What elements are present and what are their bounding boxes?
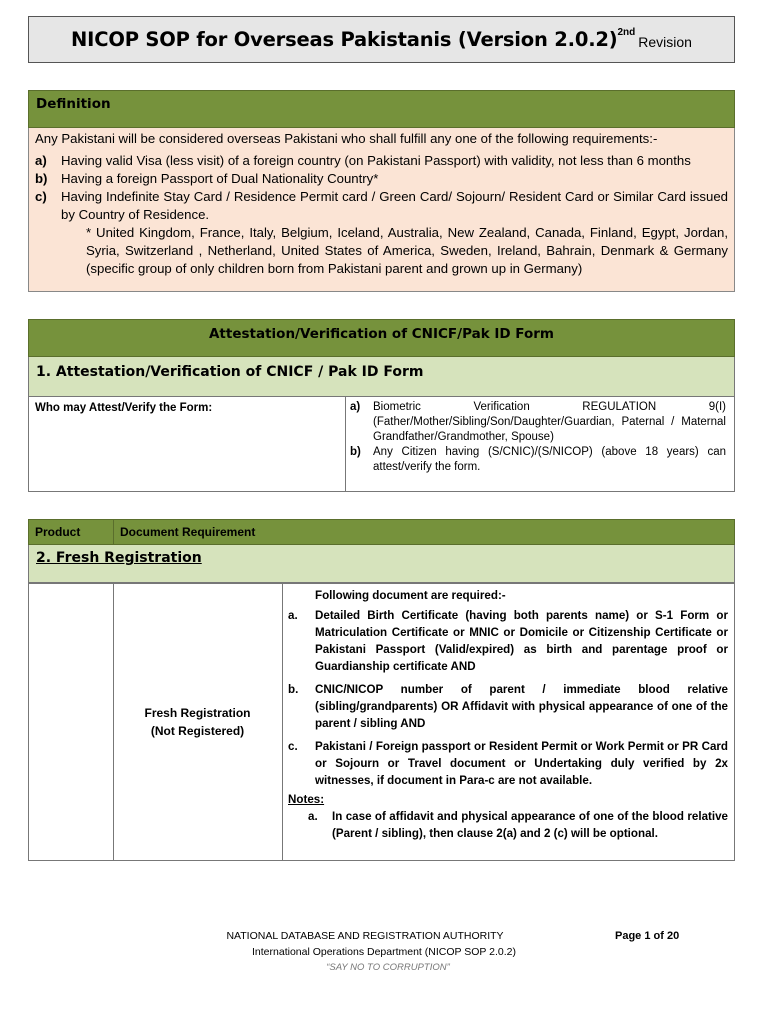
note-label: a. (308, 810, 318, 823)
item-text: Biometric Verification REGULATION 9(I) (Father/Mother/Sibling/Son/Daughter/Guardian, Paternal / Maternal Grandfather/Grandmother, Spouse) (373, 401, 726, 443)
item-label: c. (288, 740, 298, 753)
note-item (288, 808, 728, 842)
requirement-item (288, 607, 728, 675)
footer-department: International Operations Department (NICOP SOP 2.0.2) (252, 946, 516, 958)
attestation-item (350, 400, 726, 445)
definition-intro: Any Pakistani will be considered overseas Pakistani who shall fulfill any one of the following requirements:- (35, 131, 658, 146)
definition-item (35, 188, 728, 224)
document-title-box (28, 16, 735, 63)
item-label: b) (350, 446, 361, 458)
item-label: a. (288, 609, 298, 622)
requirement-cell (282, 582, 735, 861)
notes-label: Notes: (288, 793, 325, 806)
col-document-requirement: Document Requirement (120, 525, 256, 539)
table-cell-empty (28, 582, 114, 861)
definition-heading: Definition (28, 90, 735, 128)
required-intro: Following document are required:- (315, 589, 506, 602)
page-number: Page 1 of 20 (615, 930, 680, 942)
item-label: c) (35, 189, 47, 204)
product-cell (113, 582, 283, 861)
revision-ordinal: nd (623, 27, 636, 38)
country-list-note: * United Kingdom, France, Italy, Belgium, Iceland, Australia, New Zealand, Canada, Finland, Egypt, Jordan, Syria, Switzerland , Netherland, United States of America, Sweden, Ireland, Bahrain, Denmark & Germany (specific group of only children born from Pakistani parent and grown up in Germany) (86, 225, 728, 276)
column-divider (113, 520, 114, 545)
definition-item (35, 152, 728, 170)
definition-item (35, 170, 728, 188)
requirement-item (288, 738, 728, 789)
document-title: NICOP SOP for Overseas Pakistanis (Version 2.0.2) (71, 28, 618, 51)
definition-body (28, 128, 735, 292)
item-text: Having a foreign Passport of Dual Nationality Country* (61, 171, 379, 186)
attestation-subheading: 1. Attestation/Verification of CNICF / Pak ID Form (28, 357, 735, 397)
attestation-list (345, 396, 735, 492)
item-label: b. (288, 683, 299, 696)
item-label: a) (35, 153, 47, 168)
note-text: In case of affidavit and physical appearance of one of the blood relative (Parent / sibling), then clause 2(a) and 2 (c) will be optional. (332, 810, 728, 840)
item-text: Detailed Birth Certificate (having both parents name) or S-1 Form or Matriculation Certificate or MNIC or Domicile or Citizenship Certificate or Pakistani Passport (Valid/expired) as birth and parentage proof or Guardianship certificate AND (315, 609, 728, 673)
attestation-heading: Attestation/Verification of CNICF/Pak ID Form (28, 319, 735, 357)
footer-organization: NATIONAL DATABASE AND REGISTRATION AUTHORITY (226, 930, 504, 942)
item-label: a) (350, 401, 361, 413)
item-text: Having valid Visa (less visit) of a foreign country (on Pakistani Passport) with validity, not less than 6 months (61, 153, 691, 168)
item-label: b) (35, 171, 48, 186)
item-text: Pakistani / Foreign passport or Resident Permit or Work Permit or PR Card or Sojourn or Travel document or Undertaking duly verified by 2x witnesses, if document in Para-c are not available. (315, 740, 728, 787)
item-text: Any Citizen having (S/CNIC)/(S/NICOP) (above 18 years) can attest/verify the form. (373, 446, 726, 473)
product-qualifier: (Not Registered) (150, 723, 245, 738)
product-table-header (28, 519, 735, 545)
who-may-attest-label: Who may Attest/Verify the Form: (28, 396, 346, 492)
footer-slogan: “SAY NO TO CORRUPTION” (326, 962, 450, 973)
revision-label: Revision (638, 33, 692, 50)
requirement-item (288, 681, 728, 732)
product-name: Fresh Registration (144, 705, 251, 720)
item-text: Having Indefinite Stay Card / Residence Permit card / Green Card/ Sojourn/ Resident Card or Similar Card issued by Country of Residence. (61, 189, 728, 222)
col-product: Product (35, 525, 81, 539)
revision-number: 2 (617, 27, 624, 38)
fresh-registration-title: 2. Fresh Registration (36, 550, 202, 566)
item-text: CNIC/NICOP number of parent / immediate blood relative (sibling/grandparents) OR Affidavit with physical appearance of one of the parent / sibling AND (315, 683, 728, 730)
revision-superscript (617, 27, 635, 38)
attestation-item (350, 445, 726, 475)
fresh-registration-heading (28, 545, 735, 584)
